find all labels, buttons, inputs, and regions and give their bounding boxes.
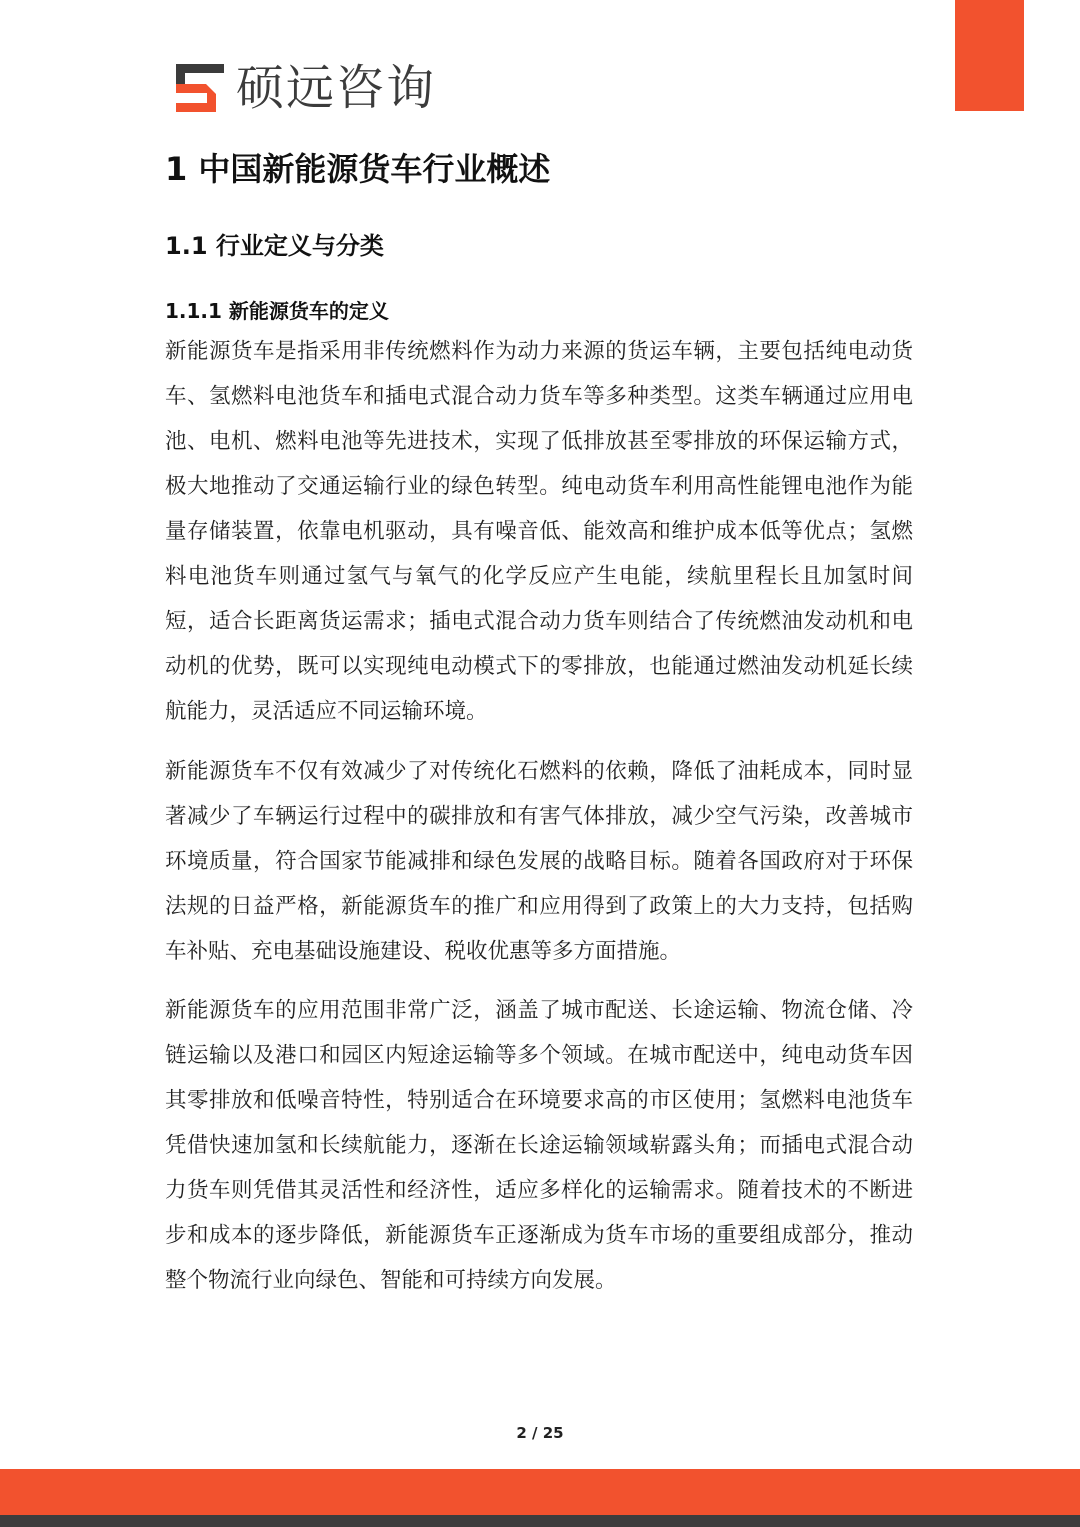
footer-dark-strip [0, 1515, 1080, 1527]
body-paragraph: 新能源货车是指采用非传统燃料作为动力来源的货运车辆，主要包括纯电动货车、氢燃料电池货车和插电式混合动力货车等多种类型。这类车辆通过应用电池、电机、燃料电池等先进技术，实现了低排放甚至零排放的环保运输方式，极大地推动了交通运输行业的绿色转型。纯电动货车利用高性能锂电池作为能量存储装置，依靠电机驱动，具有噪音低、能效高和维护成本低等优点；氢燃料电池货车则通过氢气与氧气的化学反应产生电能，续航里程长且加氢时间短，适合长距离货运需求；插电式混合动力货车则结合了传统燃油发动机和电动机的优势，既可以实现纯电动模式下的零排放，也能通过燃油发动机延长续航能力，灵活适应不同运输环境。 [165, 339, 913, 724]
body-paragraph: 新能源货车不仅有效减少了对传统化石燃料的依赖，降低了油耗成本，同时显著减少了车辆运行过程中的碳排放和有害气体排放，减少空气污染，改善城市环境质量，符合国家节能减排和绿色发展的战略目标。随着各国政府对于环保法规的日益严格，新能源货车的推广和应用得到了政策上的大力支持，包括购车补贴、充电基础设施建设、税收优惠等多方面措施。 [165, 759, 913, 964]
page-number: 2 / 25 [516, 1424, 564, 1442]
s-logo-icon [176, 64, 228, 112]
section-title: 1.1 行业定义与分类 [165, 232, 384, 260]
brand-name: 硕远咨询 [236, 60, 437, 116]
footer-accent-bar [0, 1469, 1080, 1515]
brand-logo [176, 60, 436, 116]
body-paragraph: 新能源货车的应用范围非常广泛，涵盖了城市配送、长途运输、物流仓储、冷链运输以及港口和园区内短途运输等多个领域。在城市配送中，纯电动货车因其零排放和低噪音特性，特别适合在环境要求高的市区使用；氢燃料电池货车凭借快速加氢和长续航能力，逐渐在长途运输领域崭露头角；而插电式混合动力货车则凭借其灵活性和经济性，适应多样化的运输需求。随着技术的不断进步和成本的逐步降低，新能源货车正逐渐成为货车市场的重要组成部分，推动整个物流行业向绿色、智能和可持续方向发展。 [165, 998, 913, 1293]
chapter-title: 1 中国新能源货车行业概述 [165, 150, 551, 188]
corner-accent-tab [955, 0, 1024, 111]
subsection-title: 1.1.1 新能源货车的定义 [165, 299, 389, 323]
